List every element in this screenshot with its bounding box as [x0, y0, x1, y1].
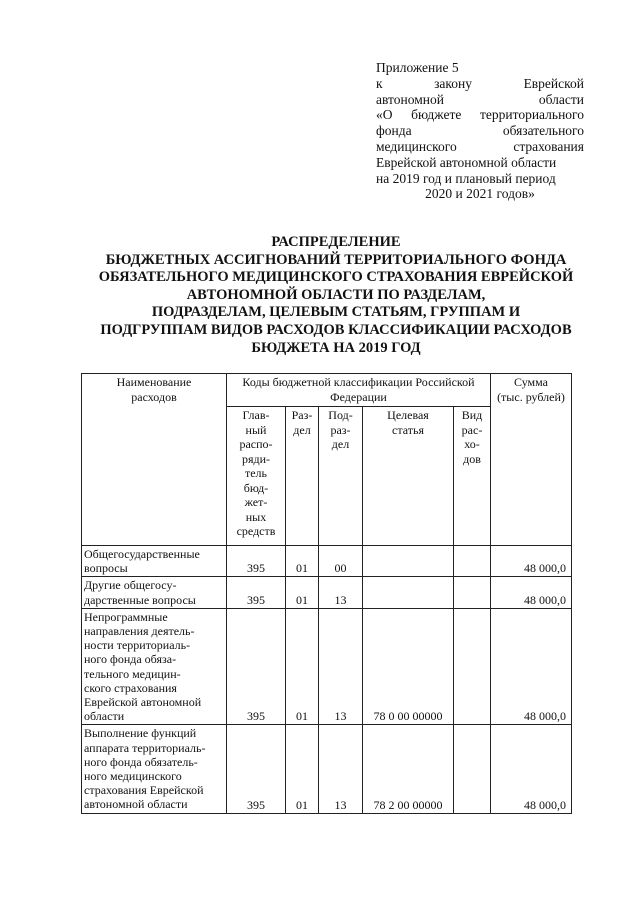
row-name-text: страхования Еврейской	[84, 783, 204, 798]
cell-sum: 48 000,0	[491, 546, 572, 577]
row-name	[82, 725, 227, 813]
header-text: Раз-	[291, 408, 313, 422]
header-text: раз-	[330, 422, 351, 437]
cell-glav: 395	[227, 725, 286, 813]
heading-line-7: БЮДЖЕТА НА 2019 ГОД	[251, 339, 421, 356]
cell-podrazdel: 13	[319, 577, 363, 608]
header-text: бюд-	[243, 480, 269, 495]
heading-line-4: АВТОНОМНОЙ ОБЛАСТИ ПО РАЗДЕЛАМ,	[186, 286, 486, 303]
cell-razdel: 01	[286, 608, 319, 725]
heading-line-3: ОБЯЗАТЕЛЬНОГО МЕДИЦИНСКОГО СТРАХОВАНИЯ ЕВРЕЙСКОЙ	[98, 269, 574, 286]
row-name-text: ности территориаль-	[84, 638, 191, 653]
subheader-celevaya	[363, 407, 454, 546]
heading-line-5: ПОДРАЗДЕЛАМ, ЦЕЛЕВЫМ СТАТЬЯМ, ГРУППАМ И	[151, 304, 521, 321]
heading-line-2: БЮДЖЕТНЫХ АССИГНОВАНИЙ ТЕРРИТОРИАЛЬНОГО ФОНДА	[105, 251, 567, 268]
header-text: Глав-	[242, 408, 270, 422]
header-text: ный	[245, 422, 267, 437]
header-text: (тыс. рублей)	[497, 389, 565, 404]
appendix-text: фонда	[376, 123, 412, 139]
row-name-text: дарственные вопросы	[84, 592, 196, 607]
table-row	[82, 725, 572, 813]
header-text: хо-	[464, 437, 480, 451]
appendix-text: к	[376, 75, 383, 91]
header-text: Под-	[328, 408, 353, 422]
subheader-vid	[454, 407, 491, 546]
row-name-text: автономной области	[84, 797, 188, 812]
row-name-text: Другие общегосу-	[84, 578, 177, 593]
header-text: Вид	[461, 408, 483, 422]
header-text: ряди-	[241, 451, 271, 466]
row-name	[82, 546, 227, 577]
header-sum	[491, 374, 572, 546]
appendix-text: области	[538, 91, 584, 107]
table-row	[82, 577, 572, 608]
table-row	[82, 608, 572, 725]
cell-podrazdel: 13	[319, 725, 363, 813]
header-text: дов	[463, 451, 481, 466]
header-codes	[227, 374, 491, 407]
row-name-text: Еврейской автономной	[84, 695, 202, 710]
heading-line-6: ПОДГРУППАМ ВИДОВ РАСХОДОВ КЛАССИФИКАЦИИ РАСХОДОВ	[100, 321, 572, 338]
cell-celevaya	[363, 577, 454, 608]
appendix-line-5	[376, 123, 584, 139]
table-row	[82, 546, 572, 577]
header-text: ных	[245, 509, 267, 524]
row-name-text: области	[84, 709, 125, 724]
row-name-text: Общегосударственные	[84, 547, 200, 561]
appendix-text: обязательного	[502, 123, 584, 139]
subheader-razdel	[286, 407, 319, 546]
cell-sum: 48 000,0	[491, 608, 572, 725]
cell-razdel: 01	[286, 546, 319, 577]
cell-sum: 48 000,0	[491, 577, 572, 608]
appendix-line-7: Еврейской автономной области	[376, 154, 557, 170]
appendix-text: закону	[434, 75, 473, 91]
header-text: статья	[392, 422, 424, 437]
header-text: дел	[331, 437, 350, 451]
cell-celevaya: 78 2 00 00000	[363, 725, 454, 813]
budget-table	[81, 373, 572, 814]
subheader-glav	[227, 407, 286, 546]
header-text: жет-	[244, 495, 268, 509]
appendix-text: медицинского	[376, 138, 457, 154]
cell-vid	[454, 546, 491, 577]
row-name-text: Непрограммные	[84, 609, 168, 624]
cell-sum: 48 000,0	[491, 725, 572, 813]
cell-celevaya	[363, 546, 454, 577]
appendix-line-3	[376, 92, 584, 108]
appendix-text: Еврейской	[523, 75, 584, 91]
header-text: Наименование	[116, 375, 192, 389]
cell-glav: 395	[227, 608, 286, 725]
header-name	[82, 374, 227, 546]
subheader-podrazdel	[319, 407, 363, 546]
row-name-text: ного фонда обязатель-	[84, 754, 198, 769]
appendix-line-8: на 2019 год и плановый период	[376, 170, 556, 186]
header-text: средств	[236, 524, 276, 538]
cell-razdel: 01	[286, 577, 319, 608]
cell-glav: 395	[227, 577, 286, 608]
appendix-line-6	[376, 139, 584, 155]
header-text: рас-	[461, 422, 483, 437]
heading-line-1: РАСПРЕДЕЛЕНИЕ	[271, 234, 401, 250]
header-text: Федерации	[330, 389, 387, 404]
appendix-text: автономной	[376, 91, 444, 107]
row-name-text: вопросы	[84, 561, 128, 576]
cell-razdel: 01	[286, 725, 319, 813]
row-name-text: направления деятель-	[84, 624, 195, 639]
cell-celevaya: 78 0 00 00000	[363, 608, 454, 725]
appendix-title: Приложение 5	[376, 60, 459, 75]
header-text: дел	[293, 422, 311, 437]
cell-vid	[454, 725, 491, 813]
row-name-text: Выполнение функций	[84, 726, 197, 741]
appendix-line-2	[376, 76, 584, 92]
row-name	[82, 577, 227, 608]
header-text: Коды бюджетной классификации Российской	[242, 375, 475, 389]
header-text: тель	[244, 466, 268, 480]
cell-vid	[454, 608, 491, 725]
row-name-text: тельного медицин-	[84, 666, 181, 681]
row-name-text: ного фонда обяза-	[84, 652, 177, 667]
header-text: распо-	[239, 437, 273, 451]
appendix-line-4: «О бюджете территориального	[376, 107, 584, 123]
header-text: расходов	[131, 389, 177, 404]
row-name	[82, 608, 227, 725]
header-text: Сумма	[514, 375, 548, 389]
cell-vid	[454, 577, 491, 608]
appendix-block	[376, 60, 584, 202]
appendix-text: страхования	[513, 138, 584, 154]
table-header-row	[82, 374, 572, 407]
appendix-line-9: 2020 и 2021 годов»	[425, 186, 535, 202]
document-heading	[70, 234, 602, 357]
row-name-text: аппарата территориаль-	[84, 740, 206, 755]
cell-glav: 395	[227, 546, 286, 577]
row-name-text: ного медицинского	[84, 769, 182, 784]
row-name-text: ского страхования	[84, 680, 177, 695]
header-text: Целевая	[387, 408, 429, 422]
cell-podrazdel: 00	[319, 546, 363, 577]
cell-podrazdel: 13	[319, 608, 363, 725]
